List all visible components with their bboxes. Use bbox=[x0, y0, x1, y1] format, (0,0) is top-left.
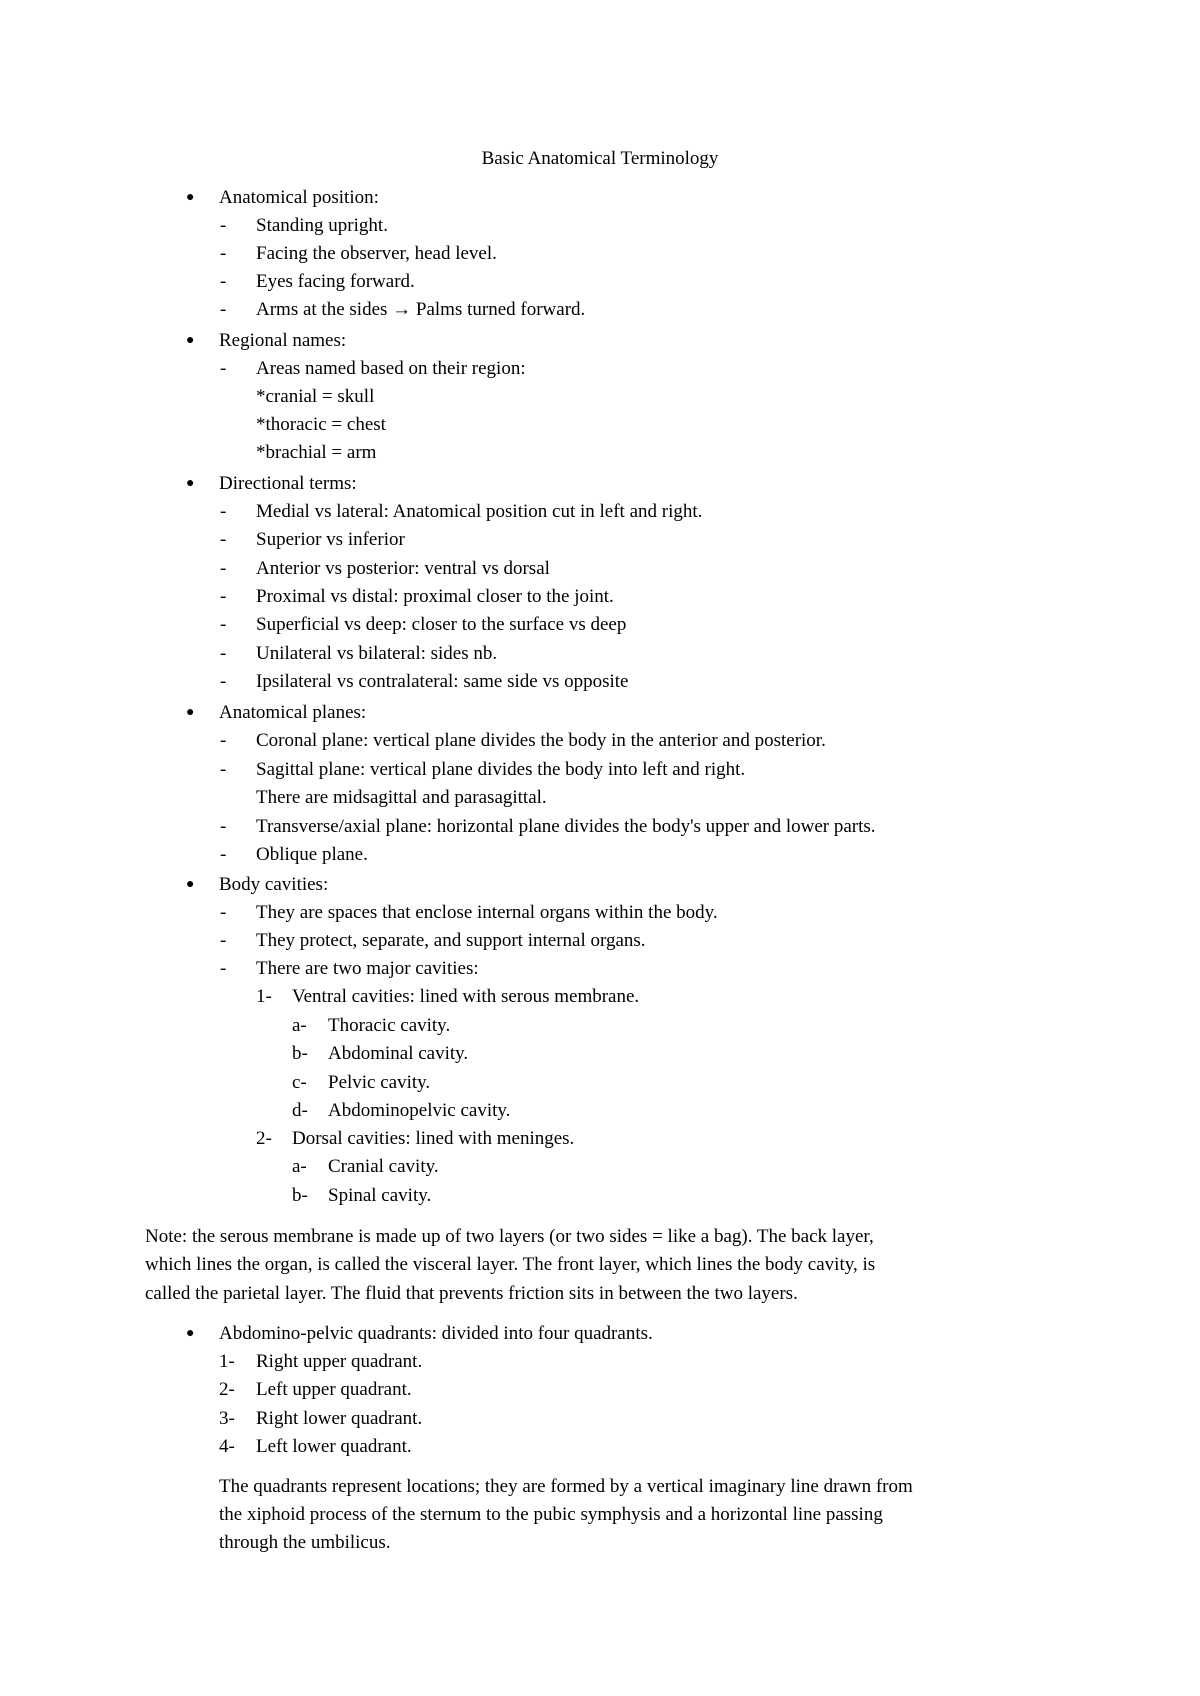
letter-marker: b- bbox=[292, 1043, 308, 1064]
dash-marker: - bbox=[220, 243, 227, 264]
number-marker: 1- bbox=[219, 1351, 235, 1372]
dash-marker: - bbox=[220, 958, 227, 979]
document-title: Basic Anatomical Terminology bbox=[481, 148, 719, 169]
note-line: called the parietal layer. The fluid that prevents friction sits in between the two layers. bbox=[145, 1283, 798, 1304]
list-item: Ipsilateral vs contralateral: same side vs opposite bbox=[256, 671, 629, 692]
list-item: Superficial vs deep: closer to the surface vs deep bbox=[256, 614, 627, 635]
explanation-line: the xiphoid process of the sternum to the pubic symphysis and a horizontal line passing bbox=[219, 1504, 883, 1525]
dash-marker: - bbox=[220, 299, 227, 320]
section-heading-anatomical-planes: Anatomical planes: bbox=[219, 702, 367, 723]
dash-marker: - bbox=[220, 844, 227, 865]
number-marker: 3- bbox=[219, 1408, 235, 1429]
bullet-icon: ● bbox=[186, 877, 195, 892]
list-item: Superior vs inferior bbox=[256, 529, 405, 550]
number-marker: 1- bbox=[256, 986, 272, 1007]
list-item: Abdominal cavity. bbox=[328, 1043, 469, 1064]
letter-marker: c- bbox=[292, 1072, 307, 1093]
letter-marker: a- bbox=[292, 1015, 307, 1036]
list-item: *cranial = skull bbox=[256, 386, 375, 407]
bullet-icon: ● bbox=[186, 190, 195, 205]
list-item: Cranial cavity. bbox=[328, 1156, 439, 1177]
list-item: Spinal cavity. bbox=[328, 1185, 432, 1206]
section-heading-anatomical-position: Anatomical position: bbox=[219, 187, 379, 208]
section-heading-regional-names: Regional names: bbox=[219, 330, 347, 351]
letter-marker: a- bbox=[292, 1156, 307, 1177]
list-item: Areas named based on their region: bbox=[256, 358, 526, 379]
list-item: Unilateral vs bilateral: sides nb. bbox=[256, 643, 498, 664]
explanation-line: through the umbilicus. bbox=[219, 1532, 391, 1553]
list-item: Sagittal plane: vertical plane divides the body into left and right. bbox=[256, 759, 746, 780]
list-item: Ventral cavities: lined with serous membrane. bbox=[292, 986, 640, 1007]
note-line: which lines the organ, is called the visceral layer. The front layer, which lines the body cavity, is bbox=[145, 1254, 876, 1275]
list-item: *thoracic = chest bbox=[256, 414, 386, 435]
dash-marker: - bbox=[220, 930, 227, 951]
list-item: Coronal plane: vertical plane divides the body in the anterior and posterior. bbox=[256, 730, 826, 751]
list-item: They are spaces that enclose internal organs within the body. bbox=[256, 902, 718, 923]
list-item: Anterior vs posterior: ventral vs dorsal bbox=[256, 558, 550, 579]
list-item: Transverse/axial plane: horizontal plane divides the body's upper and lower parts. bbox=[256, 816, 876, 837]
dash-marker: - bbox=[220, 730, 227, 751]
list-item: There are two major cavities: bbox=[256, 958, 479, 979]
list-item: Eyes facing forward. bbox=[256, 271, 415, 292]
dash-marker: - bbox=[220, 358, 227, 379]
dash-marker: - bbox=[220, 643, 227, 664]
section-heading-body-cavities: Body cavities: bbox=[219, 874, 329, 895]
dash-marker: - bbox=[220, 614, 227, 635]
letter-marker: d- bbox=[292, 1100, 308, 1121]
list-item: Thoracic cavity. bbox=[328, 1015, 451, 1036]
dash-marker: - bbox=[220, 816, 227, 837]
dash-marker: - bbox=[220, 529, 227, 550]
list-item: Medial vs lateral: Anatomical position cut in left and right. bbox=[256, 501, 703, 522]
list-item: Facing the observer, head level. bbox=[256, 243, 497, 264]
number-marker: 2- bbox=[219, 1379, 235, 1400]
arms-text-after: Palms turned forward. bbox=[415, 299, 586, 320]
bullet-icon: ● bbox=[186, 1326, 195, 1341]
list-item: Pelvic cavity. bbox=[328, 1072, 431, 1093]
list-item: Proximal vs distal: proximal closer to the joint. bbox=[256, 586, 614, 607]
note-line: Note: the serous membrane is made up of two layers (or two sides = like a bag). The back layer, bbox=[145, 1226, 874, 1247]
list-item: Standing upright. bbox=[256, 215, 388, 236]
number-marker: 4- bbox=[219, 1436, 235, 1457]
list-item: Left upper quadrant. bbox=[256, 1379, 412, 1400]
dash-marker: - bbox=[220, 215, 227, 236]
list-item: Right upper quadrant. bbox=[256, 1351, 423, 1372]
letter-marker: b- bbox=[292, 1185, 308, 1206]
list-item bbox=[256, 298, 585, 322]
dash-marker: - bbox=[220, 902, 227, 923]
dash-marker: - bbox=[220, 271, 227, 292]
list-item: Abdominopelvic cavity. bbox=[328, 1100, 511, 1121]
list-item-continuation: There are midsagittal and parasagittal. bbox=[256, 787, 547, 808]
list-item: Right lower quadrant. bbox=[256, 1408, 423, 1429]
section-heading-directional-terms: Directional terms: bbox=[219, 473, 357, 494]
dash-marker: - bbox=[220, 586, 227, 607]
bullet-icon: ● bbox=[186, 476, 195, 491]
list-item: They protect, separate, and support internal organs. bbox=[256, 930, 646, 951]
dash-marker: - bbox=[220, 558, 227, 579]
arms-text-before: Arms at the sides bbox=[256, 299, 388, 320]
bullet-icon: ● bbox=[186, 333, 195, 348]
explanation-line: The quadrants represent locations; they are formed by a vertical imaginary line drawn from bbox=[219, 1476, 913, 1497]
number-marker: 2- bbox=[256, 1128, 272, 1149]
list-item: *brachial = arm bbox=[256, 442, 377, 463]
dash-marker: - bbox=[220, 501, 227, 522]
list-item: Left lower quadrant. bbox=[256, 1436, 412, 1457]
dash-marker: - bbox=[220, 759, 227, 780]
dash-marker: - bbox=[220, 671, 227, 692]
list-item: Dorsal cavities: lined with meninges. bbox=[292, 1128, 575, 1149]
list-item: Oblique plane. bbox=[256, 844, 368, 865]
bullet-icon: ● bbox=[186, 705, 195, 720]
arrow-right-icon: → bbox=[392, 299, 412, 320]
section-heading-quadrants: Abdomino-pelvic quadrants: divided into four quadrants. bbox=[219, 1323, 653, 1344]
